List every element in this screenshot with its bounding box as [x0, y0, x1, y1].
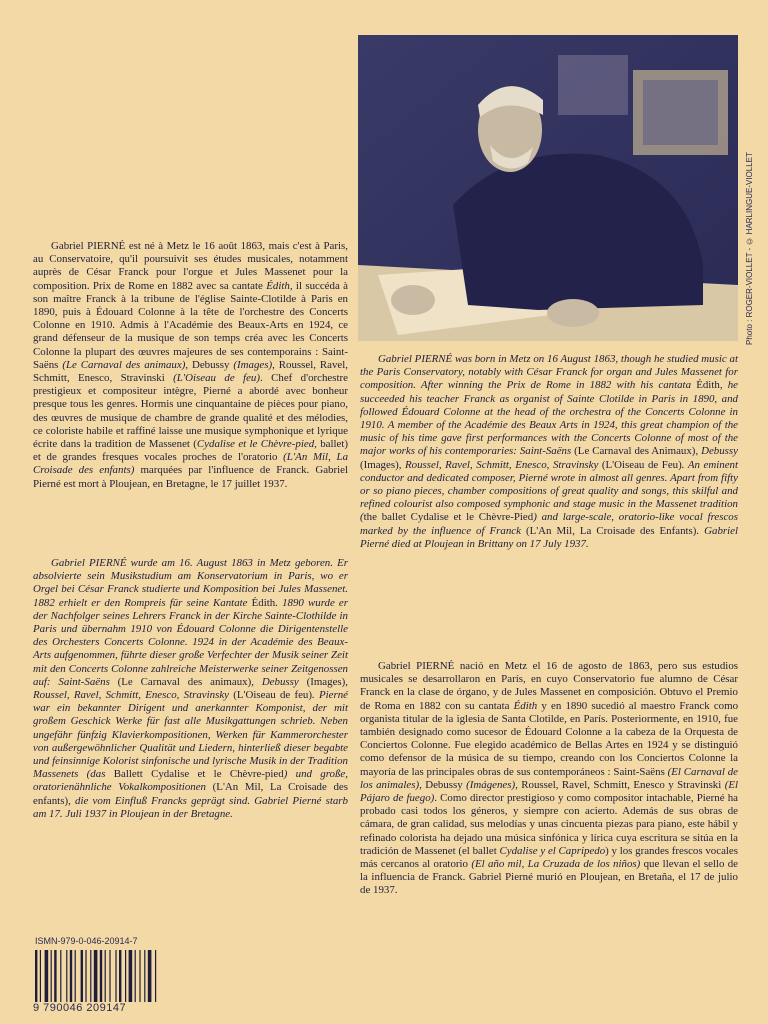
text-run: . Gabriel Pierné died at Ploujean in Brittany on 17 July 1937.	[360, 524, 739, 550]
work-title: (Le Carnaval des animaux)	[117, 675, 252, 688]
work-title: Édith	[696, 379, 720, 392]
text-run: ) und große, oratorienähnliche Vokalkompositionen	[33, 768, 348, 794]
work-title: (Imágenes)	[466, 778, 516, 791]
work-title: Édith	[266, 279, 290, 292]
work-title: (Images)	[360, 458, 399, 471]
text-run: , ballet) et de grandes fresques vocales proches de l'oratorio	[33, 438, 349, 464]
biography-spanish	[360, 660, 738, 898]
text-run: que llevan el sello de la influencia de Franck. Gabriel Pierné murió en Ploujean, en Bretaña, el 17 de julio de 1937.	[360, 858, 739, 897]
text-run: , die vom Einfluß Francks geprägt sind. Gabriel Pierné starb am 17. Juli 1937 in Ploujean in der Bretagne.	[33, 794, 348, 820]
text-run: , Debussy	[419, 778, 467, 791]
text-run: ) y los grandes frescos vocales más cercanos al oratorio	[360, 844, 738, 871]
work-title: (El Pájaro de fuego)	[360, 778, 738, 805]
text-run: ) and large-scale, oratorio-like vocal frescos marked by the influence of Franck	[360, 511, 738, 537]
photo-credit: Photo : ROGER-VIOLLET - © HARLINGUE-VIOLLET	[745, 152, 754, 345]
paragraph-spanish	[360, 660, 738, 898]
text-run: . Como director prestigioso y como compositor intachable, Pierné ha probado casi todos los géneros, y siempre con acierto. Además de sus obras de cámara, de gran calidad, sus melodías y unas cincuenta piezas para piano, este hábil y refinado colorista ha dejado una música sinfónica y lírica cuya escritura se sitúa en la tradición de Massenet (el ballet	[360, 792, 738, 857]
text-run: . Pierné war ein bekannter Dirigent und anerkannter Komponist, der mit großem Geschick Werke für fast alle Musikgattungen schrieb. Neben ungefähr fünfzig Klavierkompositionen, Werken für Kammerorchester von außergewöhnlicher Qualität und Liedern, hinterließ dieser begabte und feinsinnige Kolorist sinfonische und lyrische Musik in der Tradition Massenets (das	[33, 689, 349, 781]
ismn-code: ISMN-979-0-046-20914-7	[35, 936, 138, 946]
paragraph-french	[33, 240, 348, 491]
text-run: , il succéda à son maître Franck à la tribune de l'église Sainte-Clotilde à Paris en 1890, puis à Édouard Colonne à la tête de l'orchestre des Concerts Colonne en 1910. Admis à l'Académie des Beaux-Arts en 1924, ce grand défenseur de la musique de son temps créa avec les Concerts Colonne la plupart des œuvres majeures de ses contemporains : Saint-Saëns	[33, 279, 348, 371]
work-title: (L'An Mil, La Croisade des enfants)	[33, 781, 348, 807]
work-title: Édith	[251, 596, 276, 609]
text-run: Gabriel PIERNÉ est né à Metz le 16 août 1863, mais c'est à Paris, au Conservatoire, qu'il poursuivit ses études musicales, notamment auprès de César Franck pour l'orgue et Jules Massenet pour la composition. Prix de Rome en 1882 avec sa cantate	[33, 240, 348, 292]
barcode-number: 9 790046 209147	[33, 1002, 168, 1014]
work-title: Cydalise et le Chèvre-pied	[196, 438, 315, 451]
work-title: (El año mil, La Cruzada de los niños)	[471, 858, 641, 871]
text-run: , Debussy	[185, 358, 234, 371]
work-title: (L'Oiseau de feu)	[173, 372, 260, 385]
work-title: (Le Carnaval des Animaux)	[574, 445, 696, 458]
text-run: , Debussy	[251, 675, 307, 688]
text-run: , Roussel, Ravel, Schmitt, Enesco, Stravinsky	[398, 458, 602, 471]
text-run: marquées par l'influence de Franck. Gabriel Pierné est mort à Ploujean, en Bretagne, le 17 juillet 1937.	[33, 464, 348, 490]
work-title: (Images)	[306, 675, 346, 688]
work-title: (Le Carnaval des animaux)	[62, 358, 186, 371]
biography-french	[33, 240, 348, 491]
text-run: , Roussel, Ravel, Schmitt, Enesco y Stravinski	[515, 778, 725, 791]
work-title: Édith	[513, 699, 538, 712]
text-run: . Chef d'orchestre prestigieux et compositeur intègre, Pierné a abordé avec bonheur presque tous les genres. Hormis une cinquantaine de pièces pour piano, des œuvres de musique de chambre de grande qualité et des mélodies, ce coloriste habile et raffiné laisse une musique symphonique et lyrique écrite dans la tradition de Massenet (	[33, 372, 348, 451]
text-run: Gabriel PIERNÉ nació en Metz el 16 de agosto de 1863, pero sus estudios musicales se desarrollaron en París, en cuyo Conservatorio fue alumno de César Franck en la clase de órgano, y de Jules Massenet en composición. Obtuvo el Premio de Roma en 1882 con su cantata	[360, 660, 738, 712]
biography-german	[33, 557, 348, 821]
text-run: , Roussel, Ravel, Schmitt, Enesco, Stravinski	[33, 358, 348, 385]
text-run: y en 1890 sucedió al maestro Franck como organista titular de la iglesia de Santa Clotilde, en París. Posteriormente, en 1910, fue también designado como sucesor de Édouard Colonne a la cabeza de la Orquesta de Conciertos Colonne. Fue elegido académico de Bellas Artes en 1924 y se distinguió como defensor de la música de su tiempo, creando con los Conciertos Colonne la mayoría de las principales obras de sus contemporáneos : Saint-Saëns	[360, 699, 739, 778]
paragraph-german	[33, 557, 348, 821]
biography-english	[360, 353, 738, 551]
work-title: (L'Oiseau de Feu)	[601, 458, 682, 471]
paragraph-english	[360, 353, 738, 551]
work-title: (L'An Mil, La Croisade des enfants)	[33, 451, 349, 477]
work-title: Cydalise y el Capripedo	[499, 844, 606, 857]
text-run: , Roussel, Ravel, Schmitt, Enesco, Stravinsky	[33, 675, 348, 702]
work-title: the ballet Cydalise et le Chèvre-Pied	[363, 511, 534, 524]
text-run: Gabriel PIERNÉ was born in Metz on 16 August 1863, though he studied music at the Paris Conservatory, notably with César Franck for organ and Jules Massenet for composition. After winning the Prix de Rome in 1882 with his cantata	[360, 353, 738, 392]
portrait-illustration	[358, 35, 738, 341]
work-title: (L'Oiseau de feu)	[233, 689, 313, 702]
work-title: (Images)	[233, 358, 273, 371]
work-title: (L'An Mil, La Croisade des Enfants)	[525, 524, 697, 537]
work-title: Ballett Cydalise et le Chèvre-pied	[113, 768, 284, 781]
text-run: , he succeeded his teacher Franck as organist of Sainte Clotilde in Paris in 1890, and followed Édouard Colonne at the head of the orchestra of the Concerts Colonne in 1910. A member of the Académie des Beaux Arts in 1924, this great champion of the music of his time gave first performances with the Concerts Colonne of most of the major works of his contemporaries: Saint-Saëns	[360, 379, 738, 458]
work-title: (El Carnaval de los animales)	[360, 765, 738, 791]
text-run: , Debussy	[695, 445, 738, 458]
text-run: . An eminent conductor and dedicated composer, Pierné wrote in almost all genres. Apart from fifty or so piano pieces, chamber compositions of great quality and songs, this skilful and refined colourist also composed symphonic and stage music in the Massenet tradition (	[360, 458, 739, 524]
portrait-photo	[358, 35, 738, 341]
text-run: Gabriel PIERNÉ wurde am 16. August 1863 in Metz geboren. Er absolvierte sein Musikstudium am Konservatorium in Paris, wo er Orgel bei César Franck studierte und Komposition bei Jules Massenet. 1882 erhielt er den Rompreis für seine Kantate	[33, 557, 348, 609]
text-run: . 1890 wurde er der Nachfolger seines Lehrers Franck in der Kirche Sainte-Clothilde in Paris und übernahm 1910 von Édouard Colonne die Dirigentenstelle des Orchesters Concerts Colonne. 1924 in der Académie des Beaux-Arts aufgenommen, führte dieser große Verfechter der Musik seiner Zeit mit den Concerts Colonne zahlreiche Meisterwerke seiner Zeitgenossen auf: Saint-Saëns	[33, 596, 348, 688]
